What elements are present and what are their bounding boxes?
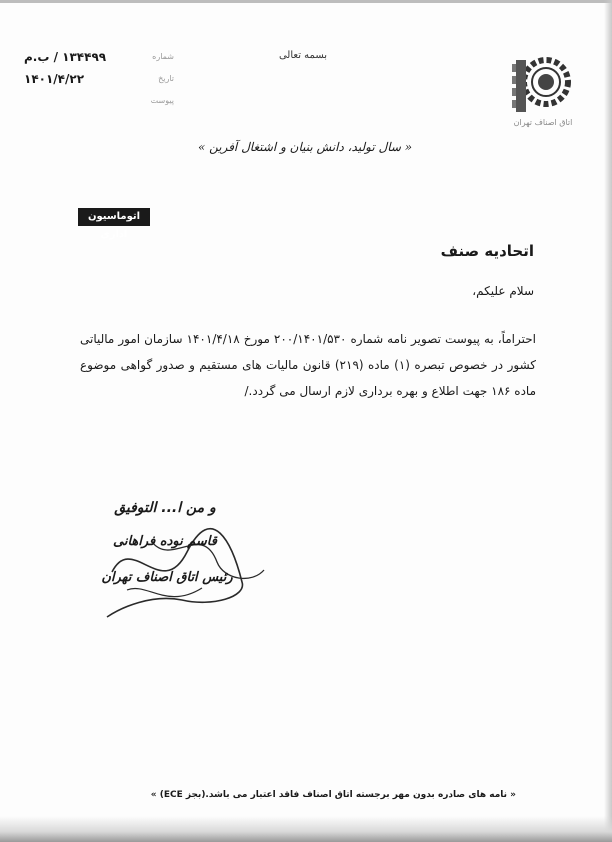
validity-footer-note: « نامه های صادره بدون مهر برجسته اتاق اصناف فاقد اعتبار می باشد.(بجز ECE) » <box>150 790 516 800</box>
meta-number-row <box>24 50 174 72</box>
letter-date: ۱۴۰۱/۴/۲۲ <box>24 72 85 86</box>
recipient-line: اتحادیه صنف <box>440 242 534 260</box>
meta-date-row <box>24 72 174 94</box>
year-slogan: « سال تولید، دانش بنیان و اشتغال آفرین » <box>197 140 413 154</box>
greeting-line: سلام علیکم، <box>472 284 534 298</box>
signatory-name: قاسم نوده فراهانی <box>113 534 217 549</box>
signatory-title: رئیس اتاق اصناف تهران <box>101 570 233 585</box>
logo-caption: اتاق اصناف تهران <box>513 118 573 127</box>
scan-edge-bottom <box>0 816 612 842</box>
scan-edge-right <box>604 0 612 842</box>
letter-date-label: تاریخ <box>158 74 174 83</box>
meta-attachment-row <box>24 94 174 116</box>
letter-number-label: شماره <box>152 52 174 61</box>
closing-phrase: و من ا... التوفیق <box>114 500 216 516</box>
bismillah-heading: بسمه تعالی <box>278 50 328 61</box>
handwritten-signature-icon <box>92 512 272 622</box>
office-automation-stamp: اتوماسیون اداری <box>78 208 150 226</box>
letter-attachment-label: پیوست <box>150 96 174 105</box>
scan-edge-top <box>0 0 612 3</box>
letter-meta <box>24 50 174 116</box>
letter-number: ۱۳۴۴۹۹ / ب.م <box>24 50 107 64</box>
letter-body: احتراماً، به پیوست تصویر نامه شماره ۲۰۰/۱۴۰۱/۵۳۰ مورخ ۱۴۰۱/۴/۱۸ سازمان امور مالیاتی کشور در خصوص تبصره (۱) ماده (۲۱۹) قانون مالیات های مستقیم و صدور گواهی موضوع ماده ۱۸۶ جهت اطلاع و بهره برداری لازم ارسال می گردد./ <box>80 332 537 398</box>
